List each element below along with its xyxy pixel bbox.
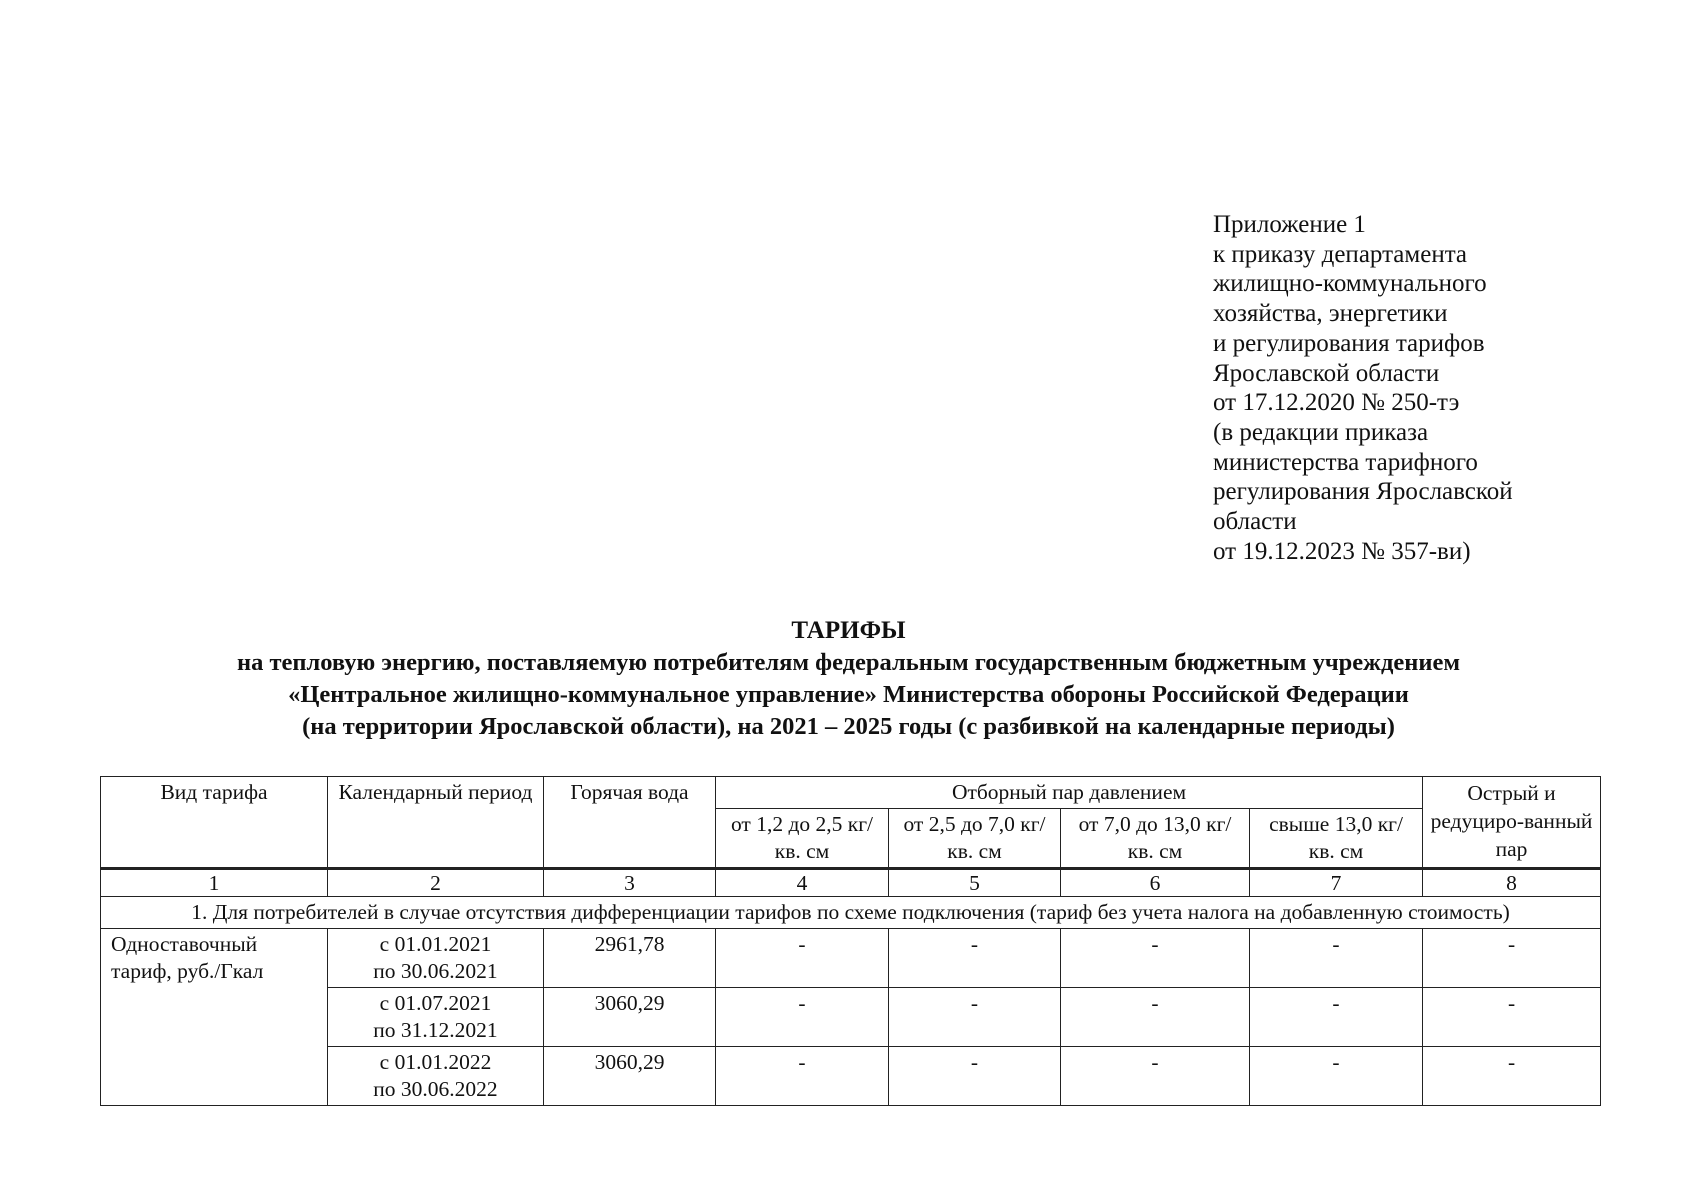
header-tariff-type: Вид тарифа	[101, 777, 328, 869]
document-heading	[0, 615, 1697, 743]
column-number-row	[101, 869, 1601, 897]
appendix-line: регулирования Ярославской	[1213, 478, 1513, 506]
steam-2-value: -	[889, 988, 1061, 1047]
column-number: 1	[101, 869, 328, 897]
document-title: ТАРИФЫ	[791, 617, 906, 644]
period-to: по 30.06.2022	[373, 1077, 498, 1101]
header-period: Календарный период	[328, 777, 544, 869]
header-steam-group: Отборный пар давлением	[716, 777, 1423, 809]
sharp-steam-value: -	[1423, 929, 1601, 988]
appendix-line: области	[1213, 508, 1297, 536]
steam-1-value: -	[716, 929, 889, 988]
hot-water-value: 3060,29	[544, 1047, 716, 1106]
appendix-line: Приложение 1	[1213, 211, 1366, 238]
steam-3-value: -	[1061, 988, 1250, 1047]
period-from: с 01.01.2021	[379, 932, 492, 956]
steam-3-value: -	[1061, 929, 1250, 988]
column-number: 3	[544, 869, 716, 897]
heading-line-1: на тепловую энергию, поставляемую потребителям федеральным государственным бюджетным учреждением	[236, 649, 1461, 676]
period-from: с 01.07.2021	[379, 991, 492, 1015]
appendix-reference-block	[1213, 210, 1633, 566]
header-row	[101, 777, 1601, 809]
section-row	[101, 897, 1601, 929]
table-row	[101, 929, 1601, 988]
appendix-line: от 17.12.2020 № 250-тэ	[1213, 389, 1460, 417]
column-number: 6	[1061, 869, 1250, 897]
column-number: 7	[1250, 869, 1423, 897]
column-number: 2	[328, 869, 544, 897]
header-sharp-steam: Острый и редуциро-ванный пар	[1423, 777, 1601, 869]
steam-2-value: -	[889, 929, 1061, 988]
period-cell	[328, 1047, 544, 1106]
period-to: по 31.12.2021	[373, 1018, 498, 1042]
period-from: с 01.01.2022	[379, 1050, 492, 1074]
appendix-line: Ярославской области	[1213, 359, 1440, 387]
steam-4-value: -	[1250, 929, 1423, 988]
steam-1-value: -	[716, 988, 889, 1047]
column-number: 5	[889, 869, 1061, 897]
steam-2-value: -	[889, 1047, 1061, 1106]
column-number: 4	[716, 869, 889, 897]
appendix-line: и регулирования тарифов	[1213, 329, 1485, 357]
appendix-line: министерства тарифного	[1213, 448, 1478, 476]
header-steam-4: свыше 13,0 кг/ кв. см	[1250, 809, 1423, 869]
period-cell	[328, 929, 544, 988]
appendix-line: (в редакции приказа	[1213, 418, 1429, 446]
steam-3-value: -	[1061, 1047, 1250, 1106]
column-number: 8	[1423, 869, 1601, 897]
header-steam-2: от 2,5 до 7,0 кг/ кв. см	[889, 809, 1061, 869]
period-cell	[328, 988, 544, 1047]
header-steam-1: от 1,2 до 2,5 кг/ кв. см	[716, 809, 889, 869]
period-to: по 30.06.2021	[373, 959, 498, 983]
steam-1-value: -	[716, 1047, 889, 1106]
appendix-line: жилищно-коммунального	[1213, 270, 1487, 298]
sharp-steam-value: -	[1423, 988, 1601, 1047]
steam-4-value: -	[1250, 988, 1423, 1047]
appendix-line: от 19.12.2023 № 357-ви)	[1213, 537, 1471, 565]
heading-line-3: (на территории Ярославской области), на 2021 – 2025 годы (с разбивкой на календарные периоды)	[302, 713, 1395, 740]
tariff-label: Одноставочный тариф, руб./Гкал	[101, 929, 328, 1106]
hot-water-value: 2961,78	[544, 929, 716, 988]
header-hot-water: Горячая вода	[544, 777, 716, 869]
sharp-steam-value: -	[1423, 1047, 1601, 1106]
header-steam-3: от 7,0 до 13,0 кг/ кв. см	[1061, 809, 1250, 869]
hot-water-value: 3060,29	[544, 988, 716, 1047]
appendix-line: к приказу департамента	[1213, 240, 1468, 268]
tariff-table	[100, 776, 1601, 1106]
heading-line-2: «Центральное жилищно-коммунальное управление» Министерства обороны Российской Федерации	[288, 681, 1409, 708]
section-title: 1. Для потребителей в случае отсутствия дифференциации тарифов по схеме подключения (тариф без учета налога на добавленную стоимость)	[101, 897, 1601, 929]
steam-4-value: -	[1250, 1047, 1423, 1106]
appendix-line: хозяйства, энергетики	[1213, 300, 1448, 328]
